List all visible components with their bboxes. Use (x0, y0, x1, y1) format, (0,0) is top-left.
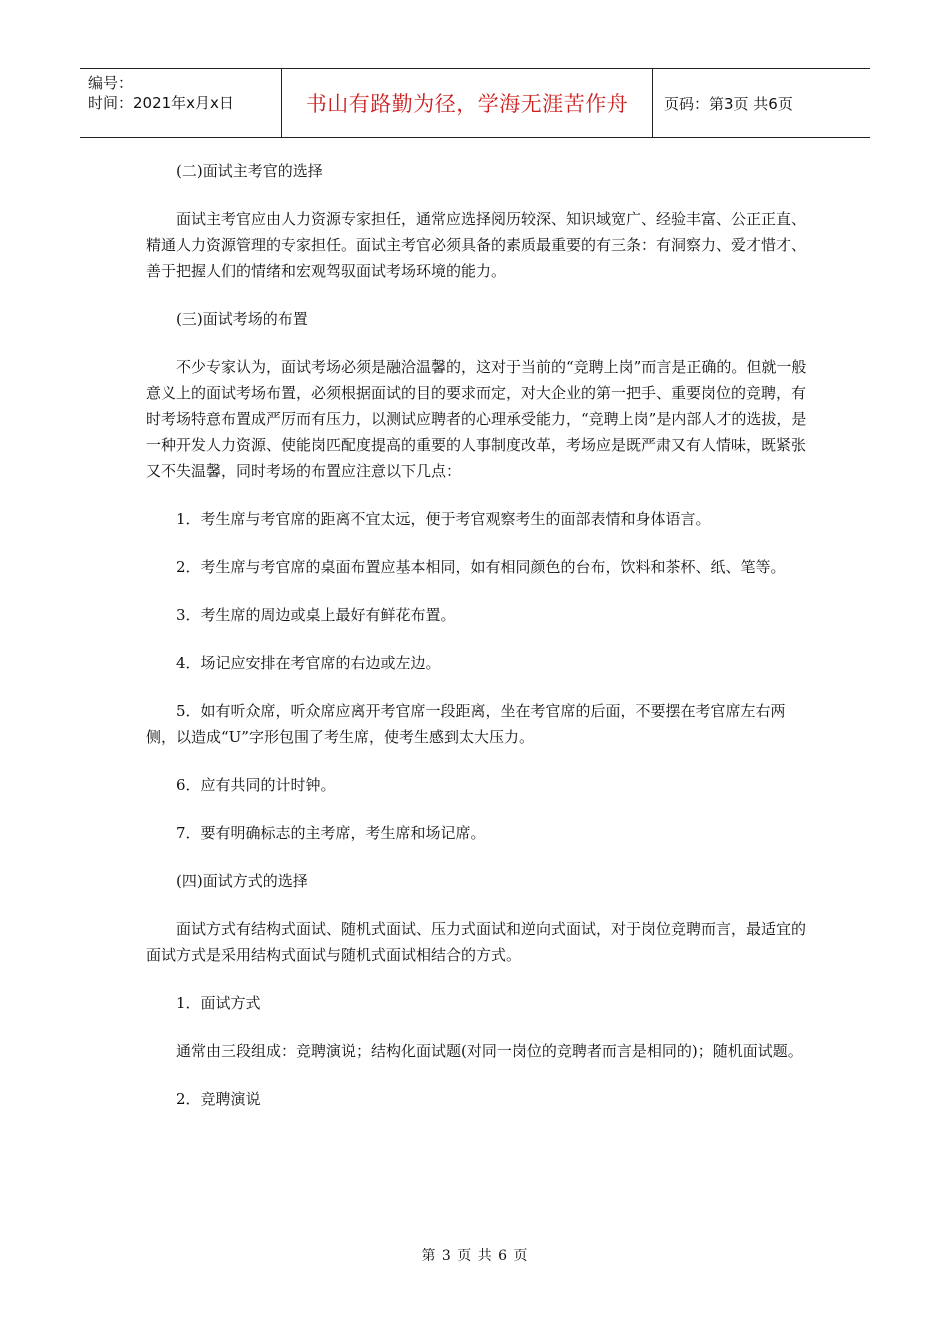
list-item: 5．如有听众席，听众席应离开考官席一段距离，坐在考官席的后面，不要摆在考官席左右两侧，以造成“U”字形包围了考生席，使考生感到太大压力。 (146, 702, 786, 746)
list-item: 1．考生席与考官席的距离不宜太远，便于考官观察考生的面部表情和身体语言。 (176, 510, 711, 528)
section-heading: (三)面试考场的布置 (176, 310, 308, 328)
document-header (80, 68, 870, 138)
date-label: 时间：2021年x月x日 (88, 94, 234, 112)
header-meta (88, 73, 280, 113)
list-item: 4．场记应安排在考官席的右边或左边。 (176, 654, 441, 672)
header-motto: 书山有路勤为径，学海无涯苦作舟 (305, 92, 629, 116)
paragraph: 面试方式有结构式面试、随机式面试、压力式面试和逆向式面试，对于岗位竞聘而言，最适宜的面试方式是采用结构式面试与随机式面试相结合的方式。 (146, 920, 807, 964)
document-body (146, 158, 810, 1112)
list-item: 3．考生席的周边或桌上最好有鲜花布置。 (176, 606, 456, 624)
paragraph: 通常由三段组成：竞聘演说；结构化面试题(对同一岗位的竞聘者而言是相同的)；随机面试题。 (176, 1042, 803, 1060)
list-item: 6．应有共同的计时钟。 (176, 776, 336, 794)
number-label: 编号： (88, 74, 134, 92)
section-heading: (四)面试方式的选择 (176, 872, 308, 890)
paragraph: 面试主考官应由人力资源专家担任，通常应选择阅历较深、知识域宽广、经验丰富、公正正直、精通人力资源管理的专家担任。面试主考官必须具备的素质最重要的有三条：有洞察力、爱才惜才、善于把握人们的情绪和宏观驾驭面试考场环境的能力。 (146, 210, 807, 280)
subsection-heading: 1．面试方式 (176, 994, 261, 1012)
list-item: 2．考生席与考官席的桌面布置应基本相同，如有相同颜色的台布，饮料和茶杯、纸、笔等。 (176, 558, 786, 576)
page-footer: 第 3 页 共 6 页 (421, 1248, 529, 1264)
subsection-heading: 2．竞聘演说 (176, 1090, 261, 1108)
section-heading: (二)面试主考官的选择 (176, 162, 323, 180)
header-page-label: 页码：第3页 共6页 (664, 94, 793, 113)
header-divider (652, 69, 653, 137)
paragraph: 不少专家认为，面试考场必须是融洽温馨的，这对于当前的“竞聘上岗”而言是正确的。但就一般意义上的面试考场布置，必须根据面试的目的要求而定，对大企业的第一把手、重要岗位的竞聘，有时考场特意布置成严厉而有压力，以测试应聘者的心理承受能力，“竞聘上岗”是内部人才的选拔，是一种开发人力资源、使能岗匹配度提高的重要的人事制度改革，考场应是既严肃又有人情味，既紧张又不失温馨，同时考场的布置应注意以下几点： (146, 358, 807, 480)
list-item: 7．要有明确标志的主考席，考生席和场记席。 (176, 824, 486, 842)
